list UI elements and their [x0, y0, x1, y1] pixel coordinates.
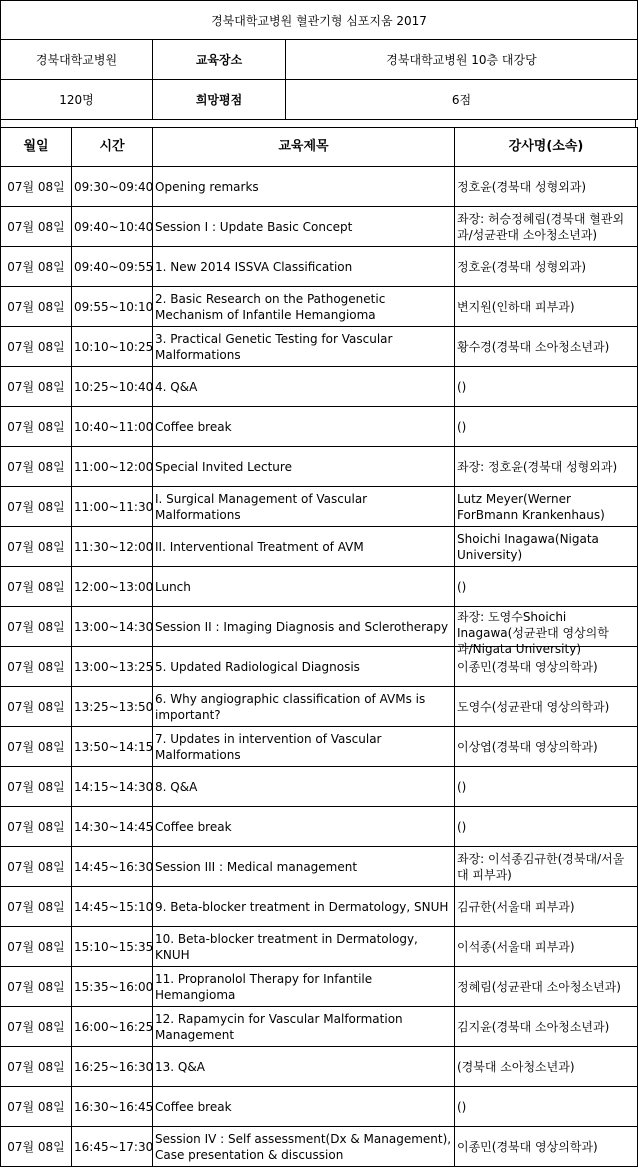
time-cell: 11:00~11:30 — [72, 487, 153, 527]
date-cell: 07월 08일 — [1, 1087, 72, 1127]
subject-cell: 2. Basic Research on the Pathogenetic Mechanism of Infantile Hemangioma — [153, 287, 455, 327]
time-cell: 13:00~14:30 — [72, 607, 153, 647]
lecturer-cell — [455, 1127, 638, 1167]
lecturer-cell — [455, 687, 638, 727]
lecturer-text: 정호윤(경북대 성형외과) — [457, 259, 587, 274]
subject-cell: Opening remarks — [153, 167, 455, 207]
subject-cell: Session I : Update Basic Concept — [153, 207, 455, 247]
table-row — [1, 767, 638, 807]
date-cell: 07월 08일 — [1, 247, 72, 287]
subject-cell: 8. Q&A — [153, 767, 455, 807]
date-cell: 07월 08일 — [1, 1127, 72, 1167]
lecturer-text: 변지원(인하대 피부과) — [457, 299, 575, 314]
lecturer-text: 정호윤(경북대 성형외과) — [457, 179, 587, 194]
table-row — [1, 327, 638, 367]
date-cell: 07월 08일 — [1, 807, 72, 847]
table-row — [1, 607, 638, 647]
date-cell: 07월 08일 — [1, 727, 72, 767]
lecturer-text: () — [457, 1099, 467, 1114]
info-table — [0, 0, 638, 120]
lecturer-cell — [455, 967, 638, 1007]
lecturer-cell — [455, 287, 638, 327]
lecturer-cell — [455, 807, 638, 847]
lecturer-text: 도영수(성균관대 영상의학과) — [457, 699, 610, 714]
schedule-header-row — [1, 128, 638, 167]
subject-cell: 9. Beta-blocker treatment in Dermatology, SNUH — [153, 887, 455, 927]
table-row — [1, 847, 638, 887]
lecturer-cell — [455, 487, 638, 527]
lecturer-text: 김지윤(경북대 소아청소년과) — [457, 1019, 610, 1034]
table-row — [1, 727, 638, 767]
time-cell: 14:15~14:30 — [72, 767, 153, 807]
lecturer-text: 김규한(서울대 피부과) — [457, 899, 575, 914]
date-cell: 07월 08일 — [1, 887, 72, 927]
date-cell: 07월 08일 — [1, 687, 72, 727]
lecturer-cell — [455, 1007, 638, 1047]
subject-cell: 6. Why angiographic classification of AVMs is important? — [153, 687, 455, 727]
time-cell: 16:30~16:45 — [72, 1087, 153, 1127]
lecturer-cell — [455, 527, 638, 567]
time-cell: 13:25~13:50 — [72, 687, 153, 727]
subject-cell: II. Interventional Treatment of AVM — [153, 527, 455, 567]
subject-cell: Session III : Medical management — [153, 847, 455, 887]
place-value: 경북대학교병원 10층 대강당 — [286, 40, 638, 80]
lecturer-cell — [455, 767, 638, 807]
subject-cell: 11. Propranolol Therapy for Infantile Hemangioma — [153, 967, 455, 1007]
lecturer-cell — [455, 607, 638, 656]
table-row — [1, 447, 638, 487]
subject-cell: Lunch — [153, 567, 455, 607]
time-cell: 09:40~09:55 — [72, 247, 153, 287]
lecturer-text: () — [457, 379, 467, 394]
score-value: 6점 — [286, 80, 638, 120]
time-cell: 10:25~10:40 — [72, 367, 153, 407]
capacity-cell: 120명 — [1, 80, 153, 120]
date-cell: 07월 08일 — [1, 287, 72, 327]
lecturer-text: 이종민(경북대 영상의학과) — [457, 659, 598, 674]
lecturer-cell — [455, 447, 638, 487]
subject-cell: 4. Q&A — [153, 367, 455, 407]
lecturer-text: 좌장: 도영수Shoichi Inagawa(성균관대 영상의학과/Nigata University) — [457, 609, 609, 656]
lecturer-text: 좌장: 정호윤(경북대 성형외과) — [457, 459, 618, 474]
lecturer-text: 이상엽(경북대 영상의학과) — [457, 739, 598, 754]
time-cell: 09:30~09:40 — [72, 167, 153, 207]
lecturer-text: (경북대 소아청소년과) — [457, 1059, 575, 1074]
lecturer-cell — [455, 327, 638, 367]
lecturer-cell — [455, 927, 638, 967]
subject-cell: 12. Rapamycin for Vascular Malformation Management — [153, 1007, 455, 1047]
subject-cell: I. Surgical Management of Vascular Malformations — [153, 487, 455, 527]
subject-cell: Coffee break — [153, 407, 455, 447]
date-cell: 07월 08일 — [1, 367, 72, 407]
date-cell: 07월 08일 — [1, 327, 72, 367]
time-cell: 09:55~10:10 — [72, 287, 153, 327]
time-cell: 14:30~14:45 — [72, 807, 153, 847]
date-cell: 07월 08일 — [1, 207, 72, 247]
table-row — [1, 687, 638, 727]
lecturer-text: () — [457, 419, 467, 434]
date-cell: 07월 08일 — [1, 1007, 72, 1047]
table-row — [1, 407, 638, 447]
date-cell: 07월 08일 — [1, 487, 72, 527]
score-label: 희망평점 — [153, 80, 286, 120]
time-cell: 12:00~13:00 — [72, 567, 153, 607]
lecturer-text: 이석종(서울대 피부과) — [457, 939, 575, 954]
table-row — [1, 887, 638, 927]
table-row — [1, 287, 638, 327]
organization-cell: 경북대학교병원 — [1, 40, 153, 80]
time-cell: 10:40~11:00 — [72, 407, 153, 447]
table-row — [1, 927, 638, 967]
time-cell: 16:00~16:25 — [72, 1007, 153, 1047]
date-cell: 07월 08일 — [1, 767, 72, 807]
table-row — [1, 1127, 638, 1167]
time-cell: 15:10~15:35 — [72, 927, 153, 967]
lecturer-text: () — [457, 819, 467, 834]
subject-cell: 3. Practical Genetic Testing for Vascular Malformations — [153, 327, 455, 367]
time-cell: 16:25~16:30 — [72, 1047, 153, 1087]
table-row — [1, 1007, 638, 1047]
subject-cell: Session IV : Self assessment(Dx & Management), Case presentation & discussion — [153, 1127, 455, 1167]
table-row — [1, 1047, 638, 1087]
subject-cell: Coffee break — [153, 807, 455, 847]
date-cell: 07월 08일 — [1, 527, 72, 567]
date-cell: 07월 08일 — [1, 447, 72, 487]
time-cell: 13:50~14:15 — [72, 727, 153, 767]
subject-cell: 10. Beta-blocker treatment in Dermatology, KNUH — [153, 927, 455, 967]
lecturer-cell — [455, 247, 638, 287]
lecturer-text: Lutz Meyer(Werner ForBmann Krankenhaus) — [457, 491, 605, 522]
date-cell: 07월 08일 — [1, 927, 72, 967]
header-time: 시간 — [72, 128, 153, 167]
time-cell: 09:40~10:40 — [72, 207, 153, 247]
subject-cell: 1. New 2014 ISSVA Classification — [153, 247, 455, 287]
lecturer-cell — [455, 847, 638, 887]
lecturer-cell — [455, 167, 638, 207]
table-row — [1, 967, 638, 1007]
schedule-table — [0, 127, 638, 1167]
header-lecturer: 강사명(소속) — [455, 128, 638, 167]
lecturer-text: () — [457, 779, 467, 794]
time-cell: 16:45~17:30 — [72, 1127, 153, 1167]
lecturer-text: 이종민(경북대 영상의학과) — [457, 1139, 598, 1154]
lecturer-text: 황수경(경북대 소아청소년과) — [457, 339, 610, 354]
lecturer-cell — [455, 1047, 638, 1087]
lecturer-text: () — [457, 579, 467, 594]
date-cell: 07월 08일 — [1, 967, 72, 1007]
time-cell: 10:10~10:25 — [72, 327, 153, 367]
lecturer-text: Shoichi Inagawa(Nigata University) — [457, 531, 599, 562]
table-row — [1, 527, 638, 567]
lecturer-cell — [455, 207, 638, 247]
subject-cell: 5. Updated Radiological Diagnosis — [153, 647, 455, 687]
lecturer-text: 좌장: 허승정혜림(경북대 혈관외과/성균관대 소아청소년과) — [457, 211, 625, 242]
subject-cell: Coffee break — [153, 1087, 455, 1127]
time-cell: 14:45~16:30 — [72, 847, 153, 887]
date-cell: 07월 08일 — [1, 567, 72, 607]
time-cell: 11:00~12:00 — [72, 447, 153, 487]
date-cell: 07월 08일 — [1, 607, 72, 647]
table-row — [1, 247, 638, 287]
table-row — [1, 367, 638, 407]
subject-cell: Special Invited Lecture — [153, 447, 455, 487]
header-subject: 교육제목 — [153, 128, 455, 167]
lecturer-cell — [455, 567, 638, 607]
lecturer-text: 좌장: 이석종김규한(경북대/서울대 피부과) — [457, 851, 625, 882]
date-cell: 07월 08일 — [1, 167, 72, 207]
subject-cell: 13. Q&A — [153, 1047, 455, 1087]
lecturer-cell — [455, 367, 638, 407]
date-cell: 07월 08일 — [1, 1047, 72, 1087]
header-date: 월일 — [1, 128, 72, 167]
lecturer-cell — [455, 1087, 638, 1127]
lecturer-cell — [455, 727, 638, 767]
place-label: 교육장소 — [153, 40, 286, 80]
subject-cell: Session II : Imaging Diagnosis and Sclerotherapy — [153, 607, 455, 647]
table-gap — [0, 120, 636, 127]
lecturer-cell — [455, 887, 638, 927]
table-row — [1, 1087, 638, 1127]
time-cell: 14:45~15:10 — [72, 887, 153, 927]
document-title: 경북대학교병원 혈관기형 심포지움 2017 — [1, 1, 638, 40]
time-cell: 13:00~13:25 — [72, 647, 153, 687]
table-row — [1, 567, 638, 607]
date-cell: 07월 08일 — [1, 847, 72, 887]
time-cell: 11:30~12:00 — [72, 527, 153, 567]
lecturer-cell — [455, 407, 638, 447]
date-cell: 07월 08일 — [1, 647, 72, 687]
table-row — [1, 207, 638, 247]
time-cell: 15:35~16:00 — [72, 967, 153, 1007]
table-row — [1, 167, 638, 207]
lecturer-text: 정혜림(성균관대 소아청소년과) — [457, 979, 621, 994]
date-cell: 07월 08일 — [1, 407, 72, 447]
table-row — [1, 487, 638, 527]
subject-cell: 7. Updates in intervention of Vascular Malformations — [153, 727, 455, 767]
table-row — [1, 807, 638, 847]
